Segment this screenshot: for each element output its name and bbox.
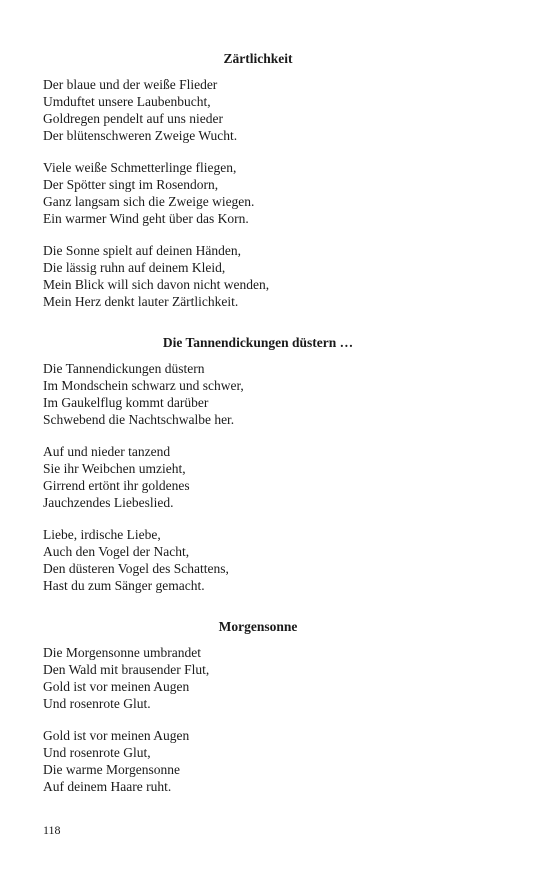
stanza bbox=[43, 727, 473, 795]
verse-line: Goldregen pendelt auf uns nieder bbox=[43, 111, 223, 126]
stanza bbox=[43, 526, 473, 594]
verse-line: Viele weiße Schmetterlinge fliegen, bbox=[43, 160, 237, 175]
verse-line: Mein Herz denkt lauter Zärtlichkeit. bbox=[43, 294, 239, 309]
verse-line: Mein Blick will sich davon nicht wenden, bbox=[43, 277, 270, 292]
verse-line: Umduftet unsere Laubenbucht, bbox=[43, 94, 211, 109]
verse-line: Die warme Morgensonne bbox=[43, 762, 180, 777]
verse-line: Jauchzendes Liebeslied. bbox=[43, 495, 174, 510]
verse-line: Auf und nieder tanzend bbox=[43, 444, 171, 459]
verse-line: Die Morgensonne umbrandet bbox=[43, 645, 201, 660]
verse-line: Den düsteren Vogel des Schattens, bbox=[43, 561, 229, 576]
page-number: 118 bbox=[43, 823, 61, 837]
verse-line: Ganz langsam sich die Zweige wiegen. bbox=[43, 194, 255, 209]
verse-line: Gold ist vor meinen Augen bbox=[43, 679, 190, 694]
stanza bbox=[43, 242, 473, 310]
verse-line: Der blütenschweren Zweige Wucht. bbox=[43, 128, 238, 143]
poem bbox=[43, 50, 473, 310]
verse-line: Der blaue und der weiße Flieder bbox=[43, 77, 218, 92]
verse-line: Auch den Vogel der Nacht, bbox=[43, 544, 190, 559]
verse-line: Und rosenrote Glut, bbox=[43, 745, 151, 760]
verse-line: Ein warmer Wind geht über das Korn. bbox=[43, 211, 249, 226]
verse-line: Im Mondschein schwarz und schwer, bbox=[43, 378, 244, 393]
verse-line: Der Spötter singt im Rosendorn, bbox=[43, 177, 219, 192]
stanza bbox=[43, 76, 473, 144]
book-page bbox=[43, 50, 473, 795]
verse-line: Gold ist vor meinen Augen bbox=[43, 728, 190, 743]
verse-line: Die Sonne spielt auf deinen Händen, bbox=[43, 243, 241, 258]
verse-line: Die Tannendickungen düstern bbox=[43, 361, 205, 376]
poem-title: Morgensonne bbox=[218, 619, 298, 634]
verse-line: Und rosenrote Glut. bbox=[43, 696, 151, 711]
verse-line: Hast du zum Sänger gemacht. bbox=[43, 578, 205, 593]
verse-line: Liebe, irdische Liebe, bbox=[43, 527, 161, 542]
poem bbox=[43, 334, 473, 594]
stanza bbox=[43, 644, 473, 712]
verse-line: Sie ihr Weibchen umzieht, bbox=[43, 461, 186, 476]
poem-title: Die Tannendickungen düstern … bbox=[162, 335, 354, 350]
verse-line: Die lässig ruhn auf deinem Kleid, bbox=[43, 260, 226, 275]
poem-title: Zärtlichkeit bbox=[223, 51, 293, 66]
stanza bbox=[43, 443, 473, 511]
verse-line: Girrend ertönt ihr goldenes bbox=[43, 478, 190, 493]
stanza bbox=[43, 159, 473, 227]
verse-line: Schwebend die Nachtschwalbe her. bbox=[43, 412, 235, 427]
poem bbox=[43, 618, 473, 795]
verse-line: Auf deinem Haare ruht. bbox=[43, 779, 172, 794]
verse-line: Im Gaukelflug kommt darüber bbox=[43, 395, 209, 410]
stanza bbox=[43, 360, 473, 428]
verse-line: Den Wald mit brausender Flut, bbox=[43, 662, 210, 677]
